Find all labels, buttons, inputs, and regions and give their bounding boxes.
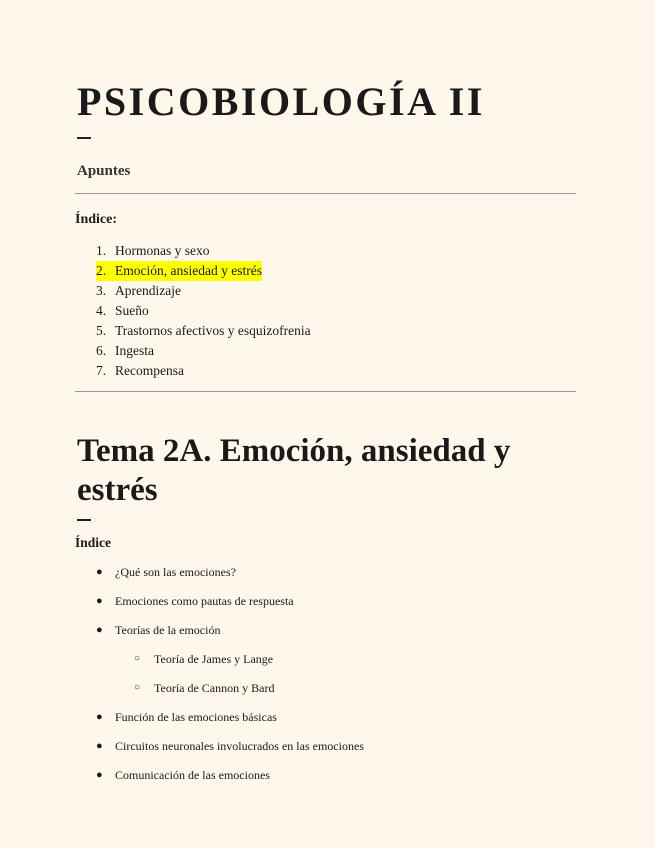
list-item-text: ¿Qué son las emociones? bbox=[115, 565, 236, 579]
toc-item bbox=[96, 301, 311, 321]
toc-item bbox=[96, 281, 311, 301]
section-index-heading: Índice bbox=[75, 535, 112, 550]
bullet-hollow-icon: ○ bbox=[134, 682, 141, 693]
toc-item bbox=[96, 341, 311, 361]
document-title: PSICOBIOLOGÍA II bbox=[77, 79, 485, 124]
section-dash bbox=[77, 519, 91, 521]
list-item-text: Emociones como pautas de respuesta bbox=[115, 594, 294, 608]
bullet-hollow-icon: ○ bbox=[134, 653, 141, 664]
toc-item-text: Trastornos afectivos y esquizofrenia bbox=[115, 323, 311, 338]
toc-item-text: Ingesta bbox=[115, 343, 154, 358]
toc-item-text: Sueño bbox=[115, 303, 149, 318]
list-item-text: Circuitos neuronales involucrados en las emociones bbox=[115, 739, 364, 753]
list-item bbox=[96, 738, 364, 754]
list-item-text: Teoría de James y Lange bbox=[154, 652, 274, 666]
index-heading: Índice: bbox=[75, 212, 117, 227]
horizontal-rule-bottom bbox=[75, 391, 576, 392]
bullet-filled-icon: ● bbox=[96, 740, 103, 752]
bullet-filled-icon: ● bbox=[96, 624, 103, 636]
document-subtitle: Apuntes bbox=[77, 163, 131, 179]
list-item-text: Teorías de la emoción bbox=[115, 623, 221, 637]
bullet-filled-icon: ● bbox=[96, 566, 103, 578]
bullet-filled-icon: ● bbox=[96, 595, 103, 607]
bullet-filled-icon: ● bbox=[96, 769, 103, 781]
toc-item-number: 2. bbox=[96, 261, 115, 281]
toc-item-number: 5. bbox=[96, 323, 107, 338]
toc-item bbox=[96, 321, 311, 341]
bullet-filled-icon: ● bbox=[96, 711, 103, 723]
list-item bbox=[96, 767, 270, 783]
toc-item-highlighted bbox=[96, 261, 311, 281]
list-item bbox=[96, 593, 294, 609]
list-item bbox=[96, 622, 221, 638]
list-item-text: Comunicación de las emociones bbox=[115, 768, 270, 782]
list-item bbox=[96, 709, 277, 725]
toc-item-text: Recompensa bbox=[115, 363, 184, 378]
list-item bbox=[96, 564, 236, 580]
toc-item-text: Emoción, ansiedad y estrés bbox=[115, 261, 262, 281]
list-item-text: Teoría de Cannon y Bard bbox=[154, 681, 275, 695]
toc-item-number: 3. bbox=[96, 283, 107, 298]
toc-item bbox=[96, 361, 311, 381]
toc-item-number: 7. bbox=[96, 363, 107, 378]
table-of-contents bbox=[96, 241, 311, 381]
title-dash bbox=[77, 137, 91, 139]
sub-list-item bbox=[134, 680, 275, 696]
list-item-text: Función de las emociones básicas bbox=[115, 710, 277, 724]
horizontal-rule-top bbox=[75, 193, 576, 194]
toc-item-text: Aprendizaje bbox=[115, 283, 181, 298]
toc-item-number: 1. bbox=[96, 243, 107, 258]
toc-item-text: Hormonas y sexo bbox=[115, 243, 210, 258]
toc-item bbox=[96, 241, 311, 261]
sub-list-item bbox=[134, 651, 274, 667]
section-title: Tema 2A. Emoción, ansiedad y estrés bbox=[77, 433, 511, 508]
toc-item-number: 4. bbox=[96, 303, 107, 318]
toc-item-number: 6. bbox=[96, 343, 107, 358]
